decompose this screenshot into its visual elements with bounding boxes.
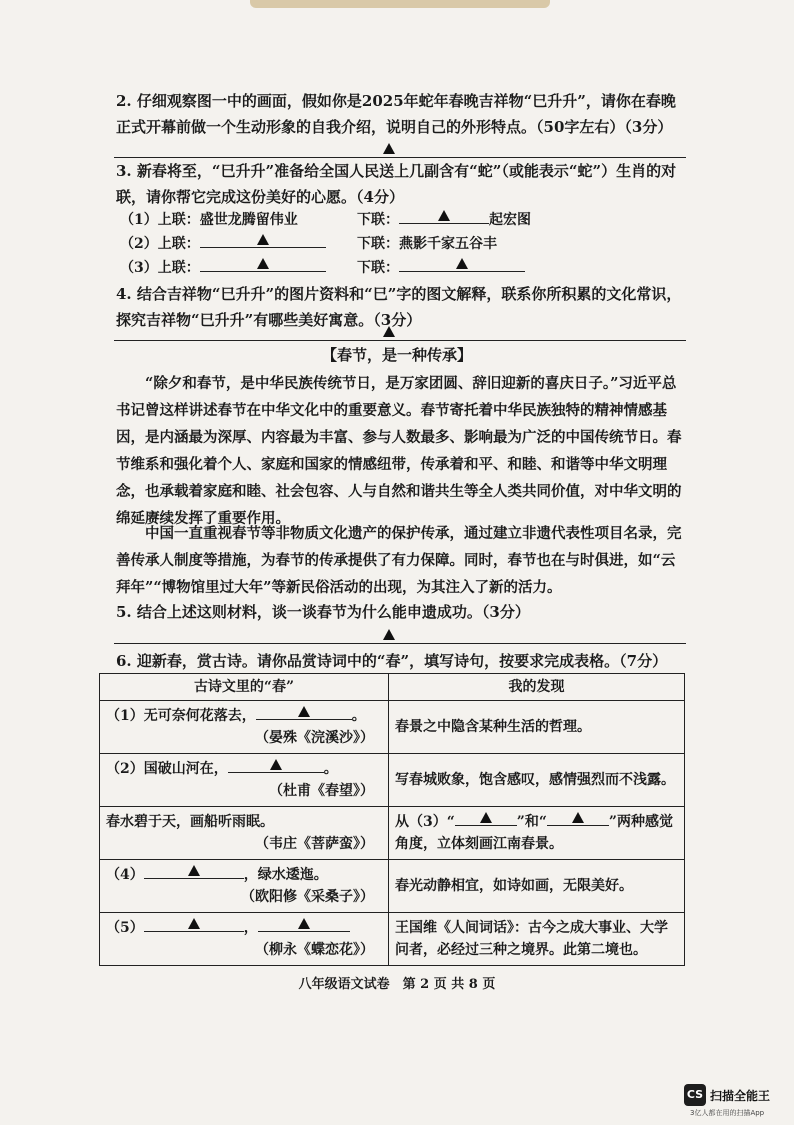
answer-line-q4[interactable] (114, 340, 686, 341)
section-title: 【春节，是一种传承】 (321, 346, 472, 364)
couplet-1-lower (357, 209, 531, 231)
finding-cell (389, 860, 685, 913)
couplet-3-upper-blank[interactable] (200, 257, 326, 272)
answer-triangle-icon (383, 629, 395, 640)
page-footer: 八年级语文试卷 第 2 页 共 8 页 (298, 977, 496, 992)
table-row (100, 807, 685, 860)
answer-triangle-icon (188, 865, 200, 876)
couplet-3-lower (357, 257, 525, 279)
couplet-3-lower-blank[interactable] (399, 257, 525, 272)
question-6: 6. 迎新春，赏古诗。请你品赏诗词中的“春”，填写诗句，按要求完成表格。（7分） (116, 652, 668, 670)
couplet-num: （1）上联： (120, 212, 200, 228)
answer-triangle-icon (298, 918, 310, 929)
table-header-right: 我的发现 (389, 674, 685, 701)
question-5: 5. 结合上述这则材料，谈一谈春节为什么能申遗成功。（3分） (116, 603, 530, 621)
top-binding-strip (250, 0, 550, 8)
sense-blank-a[interactable] (455, 811, 517, 826)
finding-cell (389, 913, 685, 966)
answer-triangle-icon (572, 812, 584, 823)
poem-source: （柳永《蝶恋花》） (255, 942, 374, 958)
poem-cell (100, 701, 389, 754)
sense-blank-b[interactable] (547, 811, 609, 826)
poem-line-text: （2）国破山河在， (106, 761, 228, 777)
couplet-1 (120, 209, 298, 231)
couplet-lower-label: 下联： (357, 212, 399, 228)
answer-triangle-icon (383, 143, 395, 154)
couplet-num: （3）上联： (120, 260, 200, 276)
poem-line-text: （1）无可奈何花落去， (106, 708, 256, 724)
table-row (100, 701, 685, 754)
table-row (100, 754, 685, 807)
camscanner-logo-icon: CS (684, 1084, 706, 1106)
answer-triangle-icon (298, 706, 310, 717)
table-header-row (100, 674, 685, 701)
answer-triangle-icon (438, 210, 450, 221)
couplet-2 (120, 233, 326, 255)
finding-cell (389, 701, 685, 754)
couplet-1-lower-blank[interactable] (399, 209, 489, 224)
finding-text: 王国维《人间词话》：古今之成大事业、大学问者，必经过三种之境界。此第二境也。 (395, 920, 668, 958)
question-3: 3. 新春将至，“巳升升”准备给全国人民送上几副含有“蛇”（或能表示“蛇”）生肖的对联，请你帮它完成这份美好的心愿。（4分） (116, 162, 677, 206)
poem-line-text: ，绿水逶迤。 (243, 867, 328, 883)
poem-line-text: ， (243, 920, 258, 936)
table-header-left: 古诗文里的“春” (100, 674, 389, 701)
poem-blank-1[interactable] (256, 705, 352, 720)
material-paragraph-2: 中国一直重视春节等非物质文化遗产的保护传承，通过建立非遗代表性项目名录，完善传承人制度等措施，为春节的传承提供了有力保障。同时，春节也在与时俱进，如“云拜年”“博物馆里过大年”等新民俗活动的出现，为其注入了新的活力。 (116, 525, 682, 596)
finding-cell (389, 807, 685, 860)
answer-triangle-icon (383, 326, 395, 337)
poem-cell (100, 754, 389, 807)
scanner-tagline: 3亿人都在用的扫描App (690, 1109, 765, 1117)
table-row (100, 860, 685, 913)
answer-triangle-icon (270, 759, 282, 770)
poem-blank-2[interactable] (228, 758, 324, 773)
couplet-lower: 起宏图 (489, 212, 531, 228)
poem-cell (100, 807, 389, 860)
poem-blank-4[interactable] (144, 864, 244, 879)
answer-triangle-icon (257, 258, 269, 269)
answer-triangle-icon (257, 234, 269, 245)
finding-cell (389, 754, 685, 807)
poem-cell (100, 860, 389, 913)
scanner-watermark (684, 1084, 770, 1106)
poem-source: （杜甫《春望》） (269, 783, 374, 799)
finding-text: ”和“ (516, 814, 547, 830)
poem-line-text: 。 (323, 761, 338, 777)
finding-text: 从（3）“ (395, 814, 455, 830)
answer-triangle-icon (456, 258, 468, 269)
poem-blank-5b[interactable] (258, 917, 350, 932)
finding-text: 春景之中隐含某种生活的哲理。 (395, 719, 591, 735)
poem-line-text: （4） (106, 867, 144, 883)
couplet-3 (120, 257, 326, 279)
couplet-num: （2）上联： (120, 236, 200, 252)
poem-source: （韦庄《菩萨蛮》） (255, 836, 374, 852)
question-4: 4. 结合吉祥物“巳升升”的图片资料和“巳”字的图文解释，联系你所积累的文化常识，探究吉祥物“巳升升”有哪些美好寓意。（3分） (116, 285, 682, 329)
answer-triangle-icon (480, 812, 492, 823)
scanner-app-name: 扫描全能王 (710, 1088, 771, 1103)
table-row (100, 913, 685, 966)
question-2: 2. 仔细观察图一中的画面，假如你是2025年蛇年春晚吉祥物“巳升升”，请你在春晚正式开幕前做一个生动形象的自我介绍，说明自己的外形特点。（50字左右）（3分） (116, 92, 676, 136)
couplet-2-lower (357, 233, 497, 255)
poem-line-text: 。 (351, 708, 366, 724)
couplet-lower: 燕影千家五谷丰 (399, 236, 497, 252)
couplet-lower-label: 下联： (357, 260, 399, 276)
answer-triangle-icon (188, 918, 200, 929)
poem-source: （晏殊《浣溪沙》） (255, 730, 374, 746)
couplet-2-upper-blank[interactable] (200, 233, 326, 248)
poem-line-text: （5） (106, 920, 144, 936)
poem-blank-5a[interactable] (144, 917, 244, 932)
poem-cell (100, 913, 389, 966)
answer-line-q5[interactable] (114, 643, 686, 644)
poem-table (99, 673, 685, 966)
couplet-upper: 盛世龙腾留伟业 (199, 212, 298, 228)
couplet-lower-label: 下联： (357, 236, 399, 252)
poem-line-text: 春水碧于天，画船听雨眠。 (106, 814, 274, 830)
finding-text: 写春城败象，饱含感叹，感情强烈而不浅露。 (395, 772, 675, 788)
finding-text: 春光动静相宜，如诗如画，无限美好。 (395, 878, 633, 894)
finding-text: ”两种感觉角度，立体刻画江南春景。 (395, 814, 673, 852)
poem-source: （欧阳修《采桑子》） (241, 889, 374, 905)
material-paragraph-1: “除夕和春节，是中华民族传统节日，是万家团圆、辞旧迎新的喜庆日子。”习近平总书记曾这样讲述春节在中华文化中的重要意义。春节寄托着中华民族独特的精神情感基因，是内涵最为深厚、内容最为丰富、参与人数最多、影响最为广泛的中国传统节日。春节维系和强化着个人、家庭和国家的情感纽带，传承着和平、和睦、和谐等中华文明理念，也承载着家庭和睦、社会包容、人与自然和谐共生等全人类共同价值，对中华文明的绵延赓续发挥了重要作用。 (116, 375, 682, 527)
